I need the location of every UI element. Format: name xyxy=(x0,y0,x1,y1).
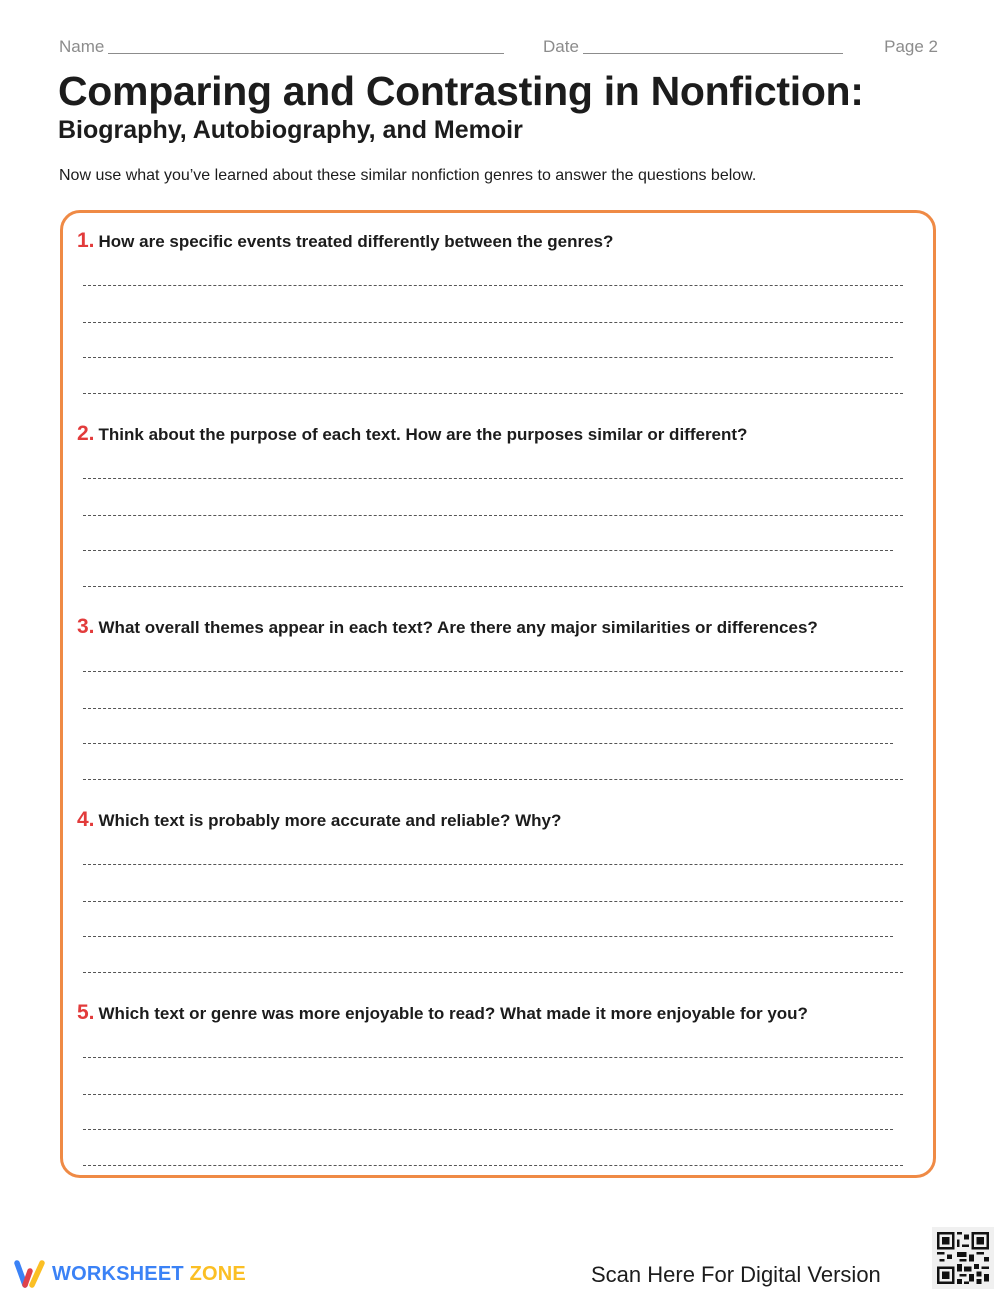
answer-line[interactable] xyxy=(83,1094,903,1095)
logo-text: WORKSHEET ZONE xyxy=(52,1262,246,1285)
date-input-line[interactable] xyxy=(583,37,843,54)
questions-box xyxy=(60,210,936,1178)
answer-line[interactable] xyxy=(83,779,903,780)
question-1 xyxy=(77,229,913,253)
answer-line[interactable] xyxy=(83,936,893,937)
instructions: Now use what you’ve learned about these similar nonfiction genres to answer the questions below. xyxy=(59,167,757,184)
answer-line[interactable] xyxy=(83,1165,903,1166)
question-text: Which text is probably more accurate and reliable? Why? xyxy=(98,811,562,830)
page-subtitle: Biography, Autobiography, and Memoir xyxy=(58,116,523,144)
question-text: Think about the purpose of each text. How are the purposes similar or different? xyxy=(98,425,748,444)
scan-instructions: Scan Here For Digital Version xyxy=(591,1262,881,1287)
name-field xyxy=(59,36,504,58)
answer-line[interactable] xyxy=(83,1129,893,1130)
page-title: Comparing and Contrasting in Nonfiction: xyxy=(58,68,864,114)
question-2 xyxy=(77,422,913,446)
page-number: Page 2 xyxy=(884,37,938,56)
answer-line[interactable] xyxy=(83,708,903,709)
answer-line[interactable] xyxy=(83,671,903,672)
answer-line[interactable] xyxy=(83,972,903,973)
answer-line[interactable] xyxy=(83,515,903,516)
question-text: How are specific events treated differently between the genres? xyxy=(98,232,614,251)
question-number: 2. xyxy=(77,422,95,445)
logo-w-icon xyxy=(12,1258,48,1290)
answer-line[interactable] xyxy=(83,586,903,587)
question-text: What overall themes appear in each text? Are there any major similarities or differences? xyxy=(98,618,818,637)
question-5 xyxy=(77,1001,913,1025)
answer-line[interactable] xyxy=(83,357,893,358)
answer-line[interactable] xyxy=(83,322,903,323)
question-4 xyxy=(77,808,913,832)
answer-line[interactable] xyxy=(83,285,903,286)
question-number: 1. xyxy=(77,229,95,252)
header-row xyxy=(59,36,938,62)
answer-line[interactable] xyxy=(83,743,893,744)
question-text: Which text or genre was more enjoyable to read? What made it more enjoyable for you? xyxy=(98,1004,808,1023)
question-number: 5. xyxy=(77,1001,95,1024)
worksheetzone-logo[interactable] xyxy=(12,1258,246,1290)
answer-line[interactable] xyxy=(83,478,903,479)
question-number: 4. xyxy=(77,808,95,831)
name-input-line[interactable] xyxy=(108,37,504,54)
date-label: Date xyxy=(543,37,579,56)
name-label: Name xyxy=(59,37,105,56)
date-field xyxy=(543,36,843,58)
qr-code-icon[interactable] xyxy=(932,1227,994,1289)
answer-line[interactable] xyxy=(83,393,903,394)
answer-line[interactable] xyxy=(83,864,903,865)
answer-line[interactable] xyxy=(83,550,893,551)
question-number: 3. xyxy=(77,615,95,638)
answer-line[interactable] xyxy=(83,1057,903,1058)
answer-line[interactable] xyxy=(83,901,903,902)
question-3 xyxy=(77,615,913,639)
